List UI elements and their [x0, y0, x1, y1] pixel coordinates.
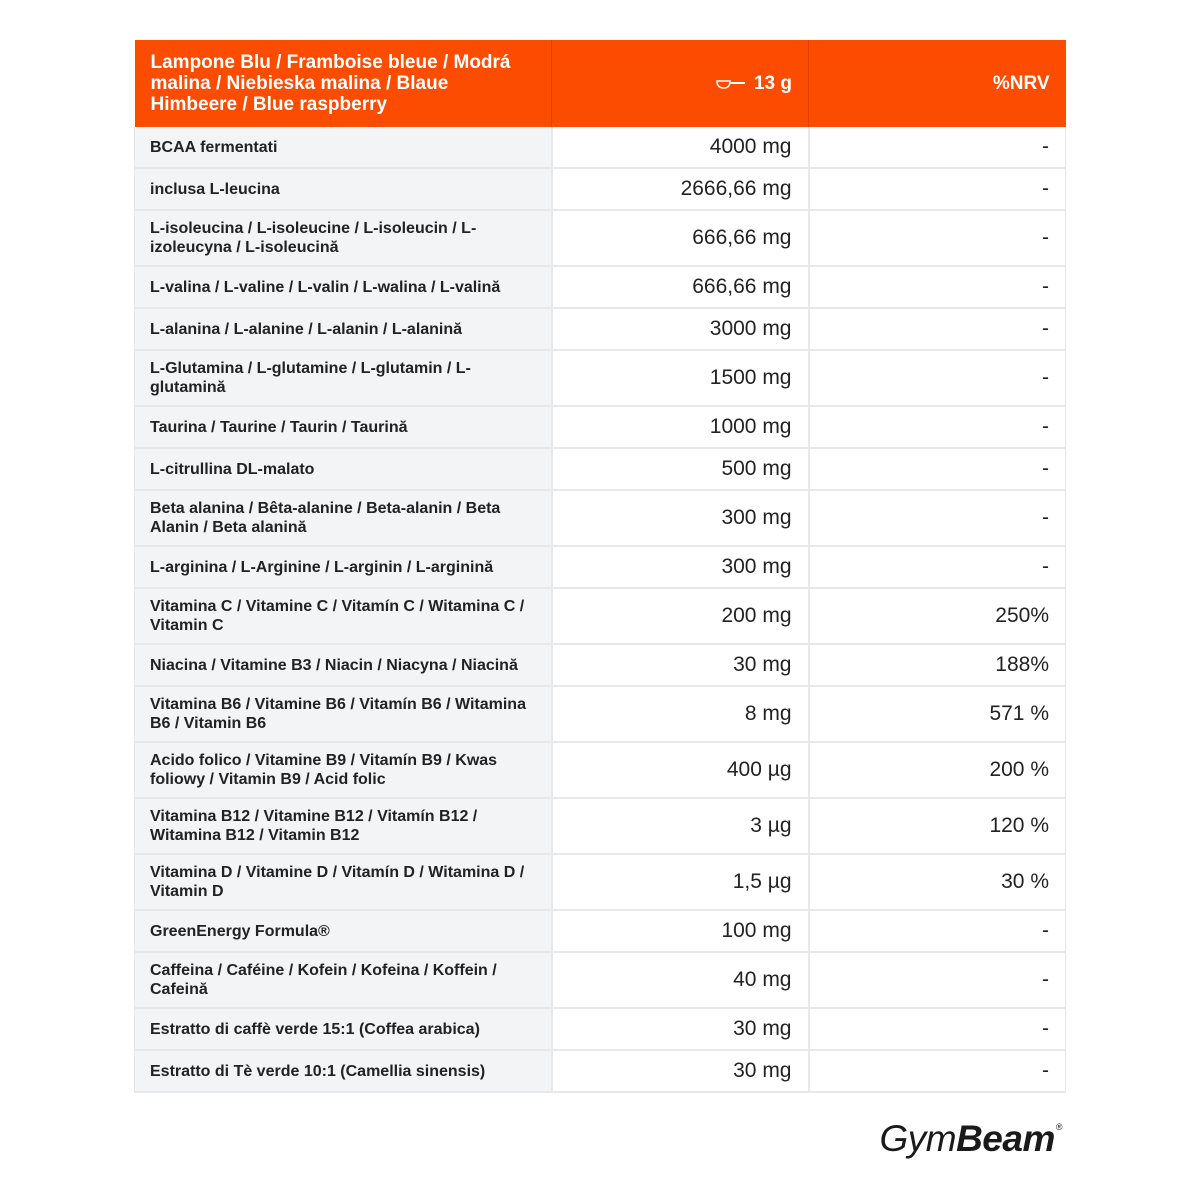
ingredient-nrv: 120 %	[809, 798, 1066, 854]
ingredient-name: Vitamina B12 / Vitamine B12 / Vitamín B12 / Witamina B12 / Vitamin B12	[135, 798, 552, 854]
table-row	[135, 168, 1066, 210]
ingredient-name: Estratto di Tè verde 10:1 (Camellia sinensis)	[135, 1050, 552, 1092]
ingredient-amount: 1500 mg	[552, 350, 809, 406]
ingredient-amount: 300 mg	[552, 546, 809, 588]
table-body	[135, 127, 1066, 1092]
nutrition-table-wrapper	[134, 40, 1065, 1093]
table-row	[135, 798, 1066, 854]
ingredient-nrv: 188%	[809, 644, 1066, 686]
ingredient-name: Niacina / Vitamine B3 / Niacin / Niacyna / Niacină	[135, 644, 552, 686]
ingredient-name: L-Glutamina / L-glutamine / L-glutamin / L-glutamină	[135, 350, 552, 406]
ingredient-nrv: -	[809, 266, 1066, 308]
ingredient-name: Vitamina B6 / Vitamine B6 / Vitamín B6 / Witamina B6 / Vitamin B6	[135, 686, 552, 742]
ingredient-name: Acido folico / Vitamine B9 / Vitamín B9 / Kwas foliowy / Vitamin B9 / Acid folic	[135, 742, 552, 798]
ingredient-amount: 100 mg	[552, 910, 809, 952]
table-row	[135, 1050, 1066, 1092]
ingredient-nrv: 200 %	[809, 742, 1066, 798]
ingredient-amount: 40 mg	[552, 952, 809, 1008]
ingredient-nrv: -	[809, 546, 1066, 588]
table-row	[135, 952, 1066, 1008]
ingredient-nrv: -	[809, 127, 1066, 168]
scoop-icon	[716, 78, 746, 90]
table-row	[135, 127, 1066, 168]
ingredient-nrv: -	[809, 952, 1066, 1008]
ingredient-nrv: 250%	[809, 588, 1066, 644]
ingredient-amount: 3 µg	[552, 798, 809, 854]
table-row	[135, 686, 1066, 742]
ingredient-name: Estratto di caffè verde 15:1 (Coffea arabica)	[135, 1008, 552, 1050]
ingredient-nrv: -	[809, 210, 1066, 266]
ingredient-name: Taurina / Taurine / Taurin / Taurină	[135, 406, 552, 448]
ingredient-amount: 3000 mg	[552, 308, 809, 350]
ingredient-amount: 1000 mg	[552, 406, 809, 448]
ingredient-name: L-isoleucina / L-isoleucine / L-isoleucin / L-izoleucyna / L-isoleucină	[135, 210, 552, 266]
ingredient-name: L-valina / L-valine / L-valin / L-walina / L-valină	[135, 266, 552, 308]
ingredient-name: L-citrullina DL-malato	[135, 448, 552, 490]
table-row	[135, 308, 1066, 350]
ingredient-nrv: -	[809, 490, 1066, 546]
ingredient-nrv: 30 %	[809, 854, 1066, 910]
table-row	[135, 350, 1066, 406]
table-row	[135, 742, 1066, 798]
table-row	[135, 266, 1066, 308]
logo-text-gym: Gym	[879, 1118, 957, 1159]
ingredient-nrv: -	[809, 406, 1066, 448]
ingredient-nrv: -	[809, 910, 1066, 952]
ingredient-amount: 4000 mg	[552, 127, 809, 168]
ingredient-nrv: -	[809, 448, 1066, 490]
ingredient-amount: 30 mg	[552, 1050, 809, 1092]
ingredient-amount: 300 mg	[552, 490, 809, 546]
ingredient-nrv: -	[809, 168, 1066, 210]
table-row	[135, 210, 1066, 266]
ingredient-nrv: -	[809, 1008, 1066, 1050]
ingredient-amount: 666,66 mg	[552, 266, 809, 308]
ingredient-amount: 8 mg	[552, 686, 809, 742]
header-row	[135, 40, 1066, 127]
nutrition-table	[134, 40, 1066, 1093]
ingredient-amount: 1,5 µg	[552, 854, 809, 910]
table-row	[135, 546, 1066, 588]
serving-heading	[552, 40, 809, 127]
ingredient-nrv: -	[809, 1050, 1066, 1092]
table-row	[135, 1008, 1066, 1050]
ingredient-nrv: -	[809, 308, 1066, 350]
nrv-heading: %NRV	[809, 40, 1066, 127]
ingredient-amount: 30 mg	[552, 644, 809, 686]
ingredient-name: GreenEnergy Formula®	[135, 910, 552, 952]
ingredient-name: inclusa L-leucina	[135, 168, 552, 210]
ingredient-name: Vitamina D / Vitamine D / Vitamín D / Witamina D / Vitamin D	[135, 854, 552, 910]
table-row	[135, 644, 1066, 686]
ingredient-nrv: -	[809, 350, 1066, 406]
table-row	[135, 910, 1066, 952]
ingredient-nrv: 571 %	[809, 686, 1066, 742]
ingredient-name: L-alanina / L-alanine / L-alanin / L-alanină	[135, 308, 552, 350]
ingredient-amount: 30 mg	[552, 1008, 809, 1050]
ingredient-amount: 500 mg	[552, 448, 809, 490]
serving-size: 13 g	[753, 73, 792, 94]
ingredient-amount: 400 µg	[552, 742, 809, 798]
table-row	[135, 854, 1066, 910]
ingredient-amount: 2666,66 mg	[552, 168, 809, 210]
table-row	[135, 448, 1066, 490]
logo-text-beam: Beam	[956, 1118, 1055, 1159]
table-header	[135, 40, 1066, 127]
gymbeam-logo	[879, 1118, 1062, 1160]
ingredient-name: L-arginina / L-Arginine / L-arginin / L-arginină	[135, 546, 552, 588]
ingredient-amount: 200 mg	[552, 588, 809, 644]
registered-mark: ®	[1055, 1122, 1062, 1132]
ingredient-name: Vitamina C / Vitamine C / Vitamín C / Witamina C / Vitamin C	[135, 588, 552, 644]
ingredient-name: Caffeina / Caféine / Kofein / Kofeina / Koffein / Cafeină	[135, 952, 552, 1008]
product-name-heading: Lampone Blu / Framboise bleue / Modrá malina / Niebieska malina / Blaue Himbeere / Blue raspberry	[135, 40, 552, 127]
table-row	[135, 588, 1066, 644]
ingredient-name: BCAA fermentati	[135, 127, 552, 168]
ingredient-name: Beta alanina / Bêta-alanine / Beta-alanin / Beta Alanin / Beta alanină	[135, 490, 552, 546]
table-row	[135, 490, 1066, 546]
ingredient-amount: 666,66 mg	[552, 210, 809, 266]
table-row	[135, 406, 1066, 448]
